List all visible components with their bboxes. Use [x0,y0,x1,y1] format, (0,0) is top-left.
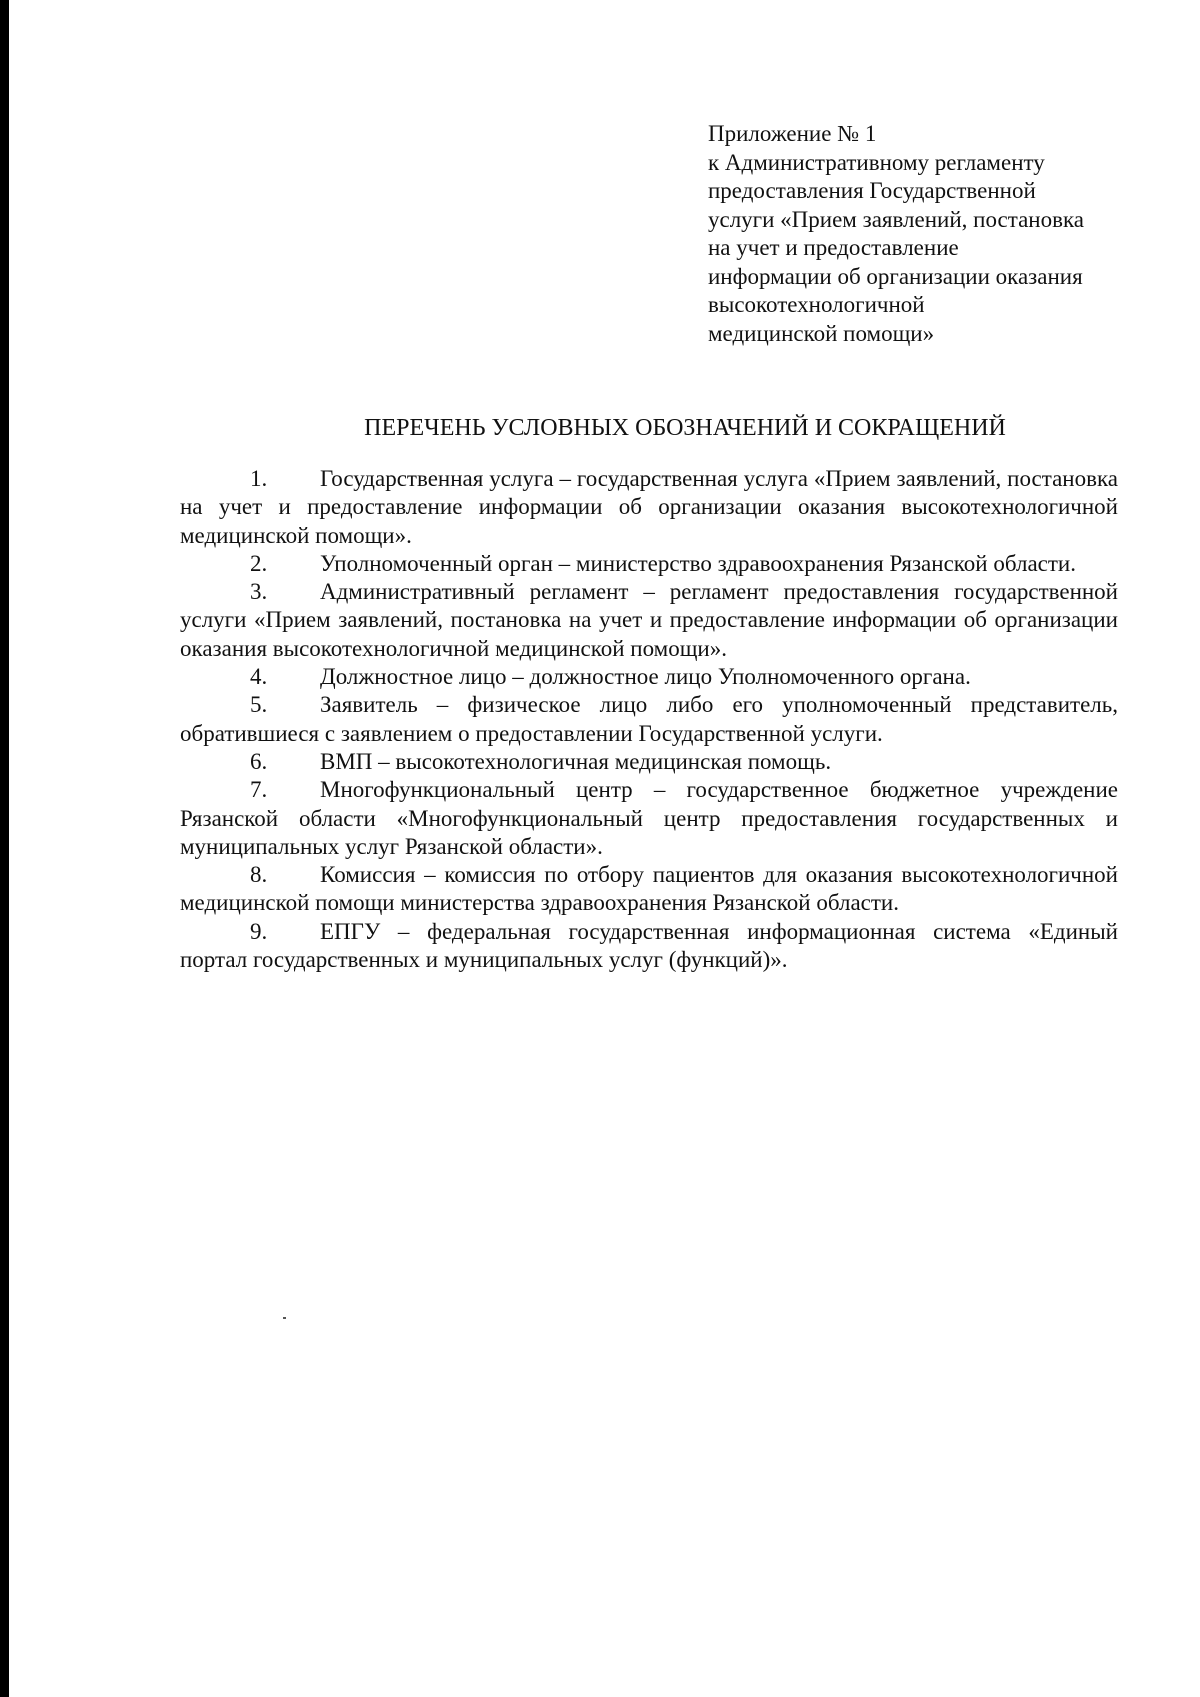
appendix-header-line: на учет и предоставление [708,235,959,260]
definition-item [180,691,1118,748]
definition-text: Многофункциональный центр – государственное бюджетное учреждение Рязанской области «Многофункциональный центр предоставления государственных и муниципальных услуг Рязанской области». [180,777,1118,859]
appendix-header-line: информации об организации оказания [708,263,1083,289]
appendix-header-line: предоставления Государственной [708,178,1036,203]
definition-item [180,918,1118,975]
appendix-header [708,120,1148,348]
definition-text: Комиссия – комиссия по отбору пациентов для оказания высокотехнологичной медицинской помощи министерства здравоохранения Рязанской области. [180,862,1118,916]
definition-text: ЕПГУ – федеральная государственная информационная система «Единый портал государственных и муниципальных услуг (функций)». [180,918,1118,973]
definition-number: 2. [250,550,268,576]
definition-item [180,748,1118,776]
definition-item [180,465,1118,550]
definition-item [180,663,1118,691]
definition-text: ВМП – высокотехнологичная медицинская помощь. [320,748,832,774]
definition-number: 8. [250,862,268,888]
appendix-header-line: высокотехнологичной [708,292,925,317]
appendix-header-line: Приложение № 1 [708,121,877,146]
scan-edge [0,0,9,1697]
definition-text: Государственная услуга – государственная услуга «Прием заявлений, постановка на учет и предоставление информации об организации оказания высокотехнологичной медицинской помощи». [180,466,1118,548]
definition-item [180,776,1118,861]
definition-number: 4. [250,664,268,690]
definition-text: Административный регламент – регламент предоставления государственной услуги «Прием заявлений, постановка на учет и предоставление информации об организации оказания высокотехнологичной медицинской помощи». [180,579,1118,661]
appendix-header-line: медицинской помощи» [708,320,935,346]
definition-number: 9. [250,918,268,944]
definitions-list [180,465,1118,974]
definition-item [180,861,1118,918]
scan-speck [283,1317,286,1319]
definition-number: 7. [250,777,268,803]
definition-item [180,550,1118,578]
document-title: ПЕРЕЧЕНЬ УСЛОВНЫХ ОБОЗНАЧЕНИЙ И СОКРАЩЕНИЙ [364,415,1006,441]
definition-text: Должностное лицо – должностное лицо Уполномоченного органа. [320,664,971,690]
definition-number: 1. [250,466,268,491]
definition-text: Заявитель – физическое лицо либо его уполномоченный представитель, обратившиеся с заявлением о предоставлении Государственной услуги. [180,692,1118,746]
appendix-header-line: к Административному регламенту [708,149,1045,175]
appendix-header-line: услуги «Прием заявлений, постановка [708,206,1084,232]
definition-number: 3. [250,579,268,605]
definition-number: 5. [250,692,268,718]
definition-text: Уполномоченный орган – министерство здравоохранения Рязанской области. [320,550,1076,576]
definition-item [180,578,1118,663]
definition-number: 6. [250,748,268,774]
